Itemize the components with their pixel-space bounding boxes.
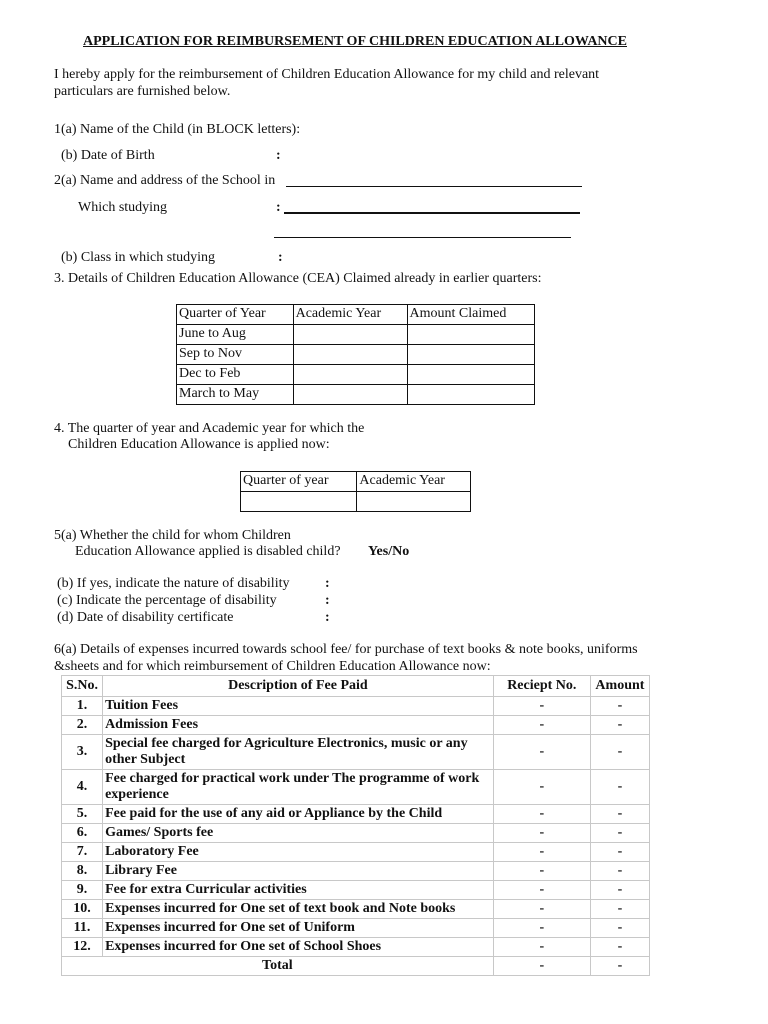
amount-cell[interactable]: - [590, 843, 649, 862]
description-cell: Tuition Fees [103, 697, 494, 716]
question-6-line-2: &sheets and for which reimbursement of Children Education Allowance now: [54, 659, 491, 674]
sno-cell: 4. [62, 770, 103, 805]
school-address-line-3[interactable] [274, 237, 571, 238]
receipt-cell[interactable]: - [493, 805, 590, 824]
table-row [62, 735, 650, 770]
amount-cell[interactable]: - [590, 881, 649, 900]
header-receipt-no: Reciept No. [493, 676, 590, 697]
receipt-cell[interactable]: - [493, 716, 590, 735]
description-cell: Laboratory Fee [103, 843, 494, 862]
amount-cell[interactable]: - [590, 862, 649, 881]
receipt-cell[interactable]: - [493, 735, 590, 770]
table-row [177, 365, 535, 385]
colon-1b: : [276, 148, 281, 163]
receipt-cell[interactable]: - [493, 862, 590, 881]
sno-cell: 10. [62, 900, 103, 919]
academic-year-cell[interactable] [293, 385, 407, 405]
description-cell: Library Fee [103, 862, 494, 881]
academic-year-cell[interactable] [293, 345, 407, 365]
question-5a-line-1: 5(a) Whether the child for whom Children [54, 528, 291, 543]
header-quarter-of-year: Quarter of Year [177, 305, 294, 325]
total-label: Total [62, 957, 494, 976]
description-cell: Games/ Sports fee [103, 824, 494, 843]
description-cell: Fee paid for the use of any aid or Appliance by the Child [103, 805, 494, 824]
academic-year-cell[interactable] [293, 365, 407, 385]
applied-quarter-table [240, 471, 471, 512]
question-1b-label: (b) Date of Birth [61, 148, 155, 163]
table-row [241, 492, 471, 512]
sno-cell: 7. [62, 843, 103, 862]
table-header-row [241, 472, 471, 492]
intro-line-1: I hereby apply for the reimbursement of Children Education Allowance for my child and relevant [54, 67, 600, 82]
colon-5c: : [325, 593, 330, 608]
quarter-cell: March to May [177, 385, 294, 405]
amount-cell[interactable]: - [590, 805, 649, 824]
table-row [62, 697, 650, 716]
description-cell: Admission Fees [103, 716, 494, 735]
amount-claimed-cell[interactable] [407, 345, 534, 365]
colon-2b: : [278, 250, 283, 265]
receipt-cell[interactable]: - [493, 881, 590, 900]
table-header-row [62, 676, 650, 697]
table-row [62, 805, 650, 824]
school-address-line-2[interactable] [284, 212, 580, 214]
header-amount-claimed: Amount Claimed [407, 305, 534, 325]
sno-cell: 5. [62, 805, 103, 824]
table-row [62, 843, 650, 862]
question-6-line-1: 6(a) Details of expenses incurred towards school fee/ for purchase of text books & note books, uniforms [54, 642, 638, 657]
table-row [62, 862, 650, 881]
header-academic-year: Academic Year [357, 472, 471, 492]
question-5c-label: (c) Indicate the percentage of disability [57, 593, 277, 608]
total-row [62, 957, 650, 976]
amount-claimed-cell[interactable] [407, 365, 534, 385]
intro-line-2: particulars are furnished below. [54, 84, 231, 99]
sno-cell: 6. [62, 824, 103, 843]
amount-cell[interactable]: - [590, 824, 649, 843]
receipt-cell[interactable]: - [493, 900, 590, 919]
sno-cell: 8. [62, 862, 103, 881]
quarter-cell: Dec to Feb [177, 365, 294, 385]
receipt-cell[interactable]: - [493, 697, 590, 716]
amount-cell[interactable]: - [590, 735, 649, 770]
academic-year-cell[interactable] [293, 325, 407, 345]
colon-2a: : [276, 200, 281, 215]
receipt-cell[interactable]: - [493, 938, 590, 957]
description-cell: Expenses incurred for One set of School Shoes [103, 938, 494, 957]
colon-5b: : [325, 576, 330, 591]
amount-cell[interactable]: - [590, 716, 649, 735]
form-title: APPLICATION FOR REIMBURSEMENT OF CHILDREN EDUCATION ALLOWANCE [83, 34, 627, 49]
question-2b-label: (b) Class in which studying [61, 250, 215, 265]
colon-5d: : [325, 610, 330, 625]
fees-table [61, 675, 650, 976]
sno-cell: 2. [62, 716, 103, 735]
amount-claimed-cell[interactable] [407, 325, 534, 345]
table-row [62, 900, 650, 919]
amount-cell[interactable]: - [590, 900, 649, 919]
total-amount-cell: - [590, 957, 649, 976]
quarter-cell: June to Aug [177, 325, 294, 345]
amount-cell[interactable]: - [590, 697, 649, 716]
question-5b-label: (b) If yes, indicate the nature of disability [57, 576, 290, 591]
total-receipt-cell: - [493, 957, 590, 976]
table-row [62, 716, 650, 735]
question-3-label: 3. Details of Children Education Allowance (CEA) Claimed already in earlier quarters: [54, 271, 542, 286]
table-row [177, 325, 535, 345]
header-description: Description of Fee Paid [103, 676, 494, 697]
header-quarter-of-year: Quarter of year [241, 472, 357, 492]
sno-cell: 11. [62, 919, 103, 938]
question-2a-label: 2(a) Name and address of the School in [54, 173, 276, 188]
amount-claimed-cell[interactable] [407, 385, 534, 405]
table-row [62, 919, 650, 938]
amount-cell[interactable]: - [590, 938, 649, 957]
quarter-input-cell[interactable] [241, 492, 357, 512]
academic-year-input-cell[interactable] [357, 492, 471, 512]
quarter-cell: Sep to Nov [177, 345, 294, 365]
question-2a-continued-label: Which studying [78, 200, 168, 215]
description-cell: Fee for extra Curricular activities [103, 881, 494, 900]
question-5a-line-2: Education Allowance applied is disabled child? [75, 544, 341, 559]
header-sno: S.No. [62, 676, 103, 697]
receipt-cell[interactable]: - [493, 824, 590, 843]
yes-no-option[interactable]: Yes/No [368, 544, 410, 559]
description-cell: Expenses incurred for One set of text book and Note books [103, 900, 494, 919]
question-4-line-2: Children Education Allowance is applied now: [68, 437, 330, 452]
receipt-cell[interactable]: - [493, 770, 590, 805]
header-amount: Amount [590, 676, 649, 697]
table-row [62, 824, 650, 843]
table-header-row [177, 305, 535, 325]
table-row [177, 385, 535, 405]
description-cell: Special fee charged for Agriculture Electronics, music or any other Subject [103, 735, 494, 770]
table-row [62, 770, 650, 805]
cea-claimed-table [176, 304, 535, 405]
description-cell: Fee charged for practical work under The programme of work experience [103, 770, 494, 805]
sno-cell: 1. [62, 697, 103, 716]
sno-cell: 3. [62, 735, 103, 770]
table-row [62, 881, 650, 900]
description-cell: Expenses incurred for One set of Uniform [103, 919, 494, 938]
question-1a-label: 1(a) Name of the Child (in BLOCK letters): [54, 122, 301, 137]
question-5d-label: (d) Date of disability certificate [57, 610, 234, 625]
sno-cell: 9. [62, 881, 103, 900]
question-4-line-1: 4. The quarter of year and Academic year for which the [54, 421, 365, 436]
receipt-cell[interactable]: - [493, 919, 590, 938]
receipt-cell[interactable]: - [493, 843, 590, 862]
school-address-line-1[interactable] [286, 186, 582, 187]
table-row [62, 938, 650, 957]
header-academic-year: Academic Year [293, 305, 407, 325]
amount-cell[interactable]: - [590, 770, 649, 805]
sno-cell: 12. [62, 938, 103, 957]
table-row [177, 345, 535, 365]
amount-cell[interactable]: - [590, 919, 649, 938]
